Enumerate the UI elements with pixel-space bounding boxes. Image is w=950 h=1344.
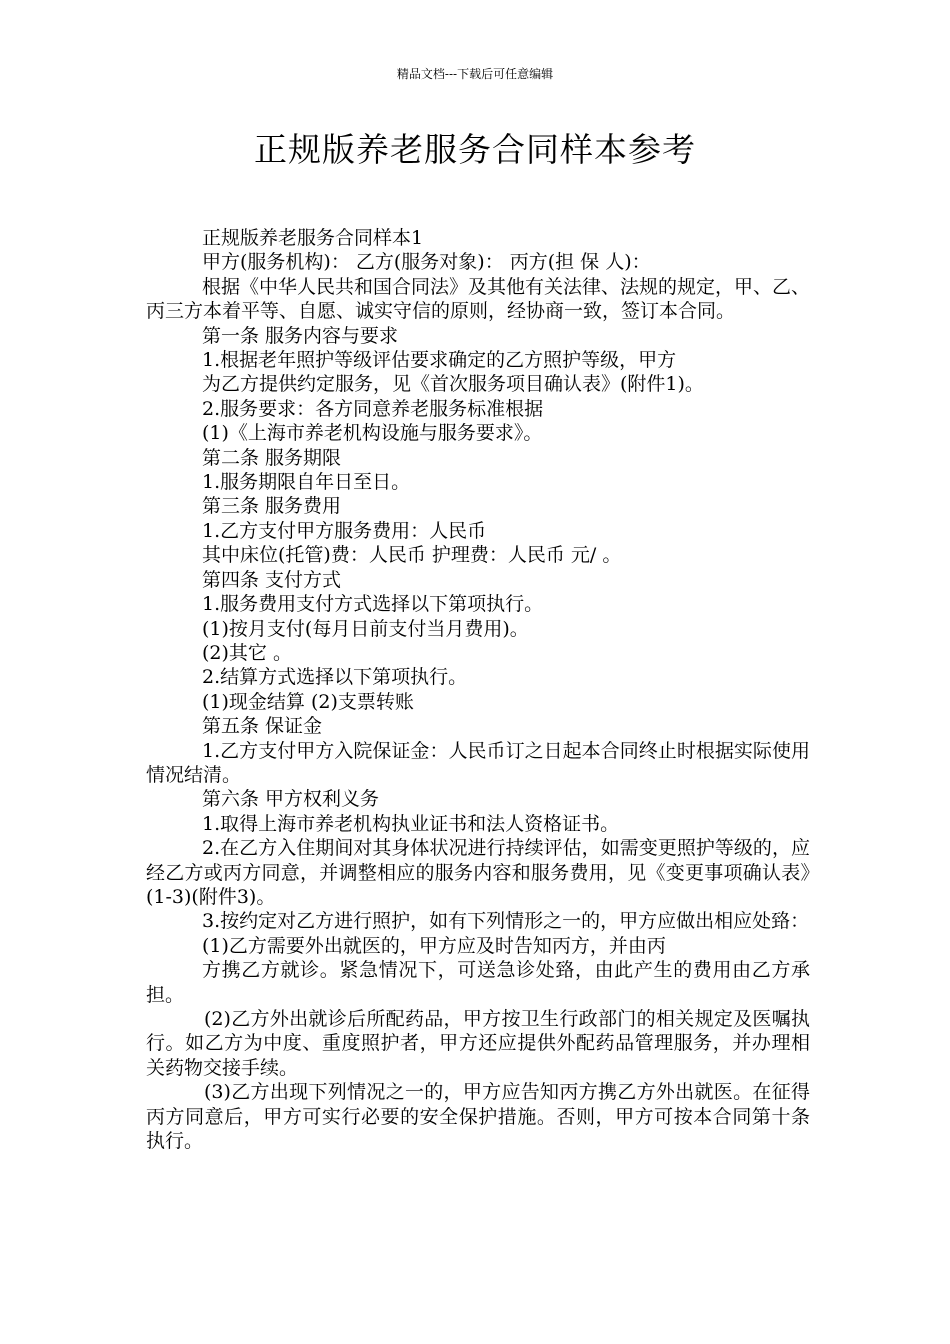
paragraph: 3.按约定对乙方进行照护，如有下列情形之一的，甲方应做出相应处臵：: [202, 910, 810, 933]
paragraph: 其中床位(托管)费：人民币 护理费：人民币 元/ 。: [202, 544, 622, 567]
paragraph: (1)《上海市养老机构设施与服务要求》。: [202, 422, 543, 445]
paragraph: 1.根据老年照护等级评估要求确定的乙方照护等级，甲方: [202, 349, 677, 372]
header-note: 精品文档---下载后可任意编辑: [396, 67, 554, 81]
paragraph: (2)其它 。: [202, 641, 292, 664]
paragraph: 1.服务费用支付方式选择以下第项执行。: [202, 593, 544, 616]
article-6-heading: 第六条 甲方权利义务: [202, 788, 380, 811]
paragraph: (1)按月支付(每月日前支付当月费用)。: [202, 617, 529, 640]
paragraph: 1.乙方支付甲方服务费用：人民币: [202, 519, 487, 542]
paragraph-sample-heading: 正规版养老服务合同样本1: [202, 227, 424, 249]
paragraph: (2)乙方外出就诊后所配药品，甲方按卫生行政部门的相关规定及医嘱执行。如乙方为中度、重度照护者，甲方还应提供外配药品管理服务，并办理相关药物交接手续。: [146, 1008, 810, 1079]
article-4-heading: 第四条 支付方式: [202, 568, 342, 591]
document-body: [146, 226, 810, 1153]
paragraph: (3)乙方出现下列情况之一的，甲方应告知丙方携乙方外出就医。在征得丙方同意后，甲方可实行必要的安全保护措施。否则，甲方可按本合同第十条执行。: [146, 1081, 810, 1153]
paragraph: 1.取得上海市养老机构执业证书和法人资格证书。: [202, 812, 620, 835]
paragraph: 1.乙方支付甲方入院保证金：人民币订之日起本合同终止时根据实际使用情况结清。: [146, 739, 810, 786]
article-3-heading: 第三条 服务费用: [202, 495, 342, 518]
paragraph-parties: 甲方(服务机构)： 乙方(服务对象)： 丙方(担 保 人)：: [202, 251, 651, 274]
paragraph: 2.结算方式选择以下第项执行。: [202, 666, 468, 689]
article-1-heading: 第一条 服务内容与要求: [202, 324, 399, 347]
paragraph: (1)现金结算 (2)支票转账: [202, 690, 414, 713]
paragraph-preamble: 根据《中华人民共和国合同法》及其他有关法律、法规的规定，甲、乙、丙三方本着平等、自愿、诚实守信的原则，经协商一致，签订本合同。: [146, 275, 811, 323]
article-2-heading: 第二条 服务期限: [202, 446, 342, 469]
paragraph: 1.服务期限自年日至日。: [202, 471, 411, 494]
paragraph: 2.在乙方入住期间对其身体状况进行持续评估，如需变更照护等级的，应经乙方或丙方同意，并调整相应的服务内容和服务费用，见《变更事项确认表》(1-3)(附件3)。: [146, 837, 810, 908]
paragraph: 方携乙方就诊。紧急情况下，可送急诊处臵，由此产生的费用由乙方承担。: [146, 959, 810, 1006]
paragraph: 2.服务要求：各方同意养老服务标准根据: [202, 397, 544, 420]
paragraph: (1)乙方需要外出就医的，甲方应及时告知丙方，并由丙: [202, 934, 666, 957]
paragraph: 为乙方提供约定服务，见《首次服务项目确认表》(附件1)。: [202, 373, 704, 396]
article-5-heading: 第五条 保证金: [202, 715, 323, 738]
document-title: 正规版养老服务合同样本参考: [254, 130, 696, 169]
